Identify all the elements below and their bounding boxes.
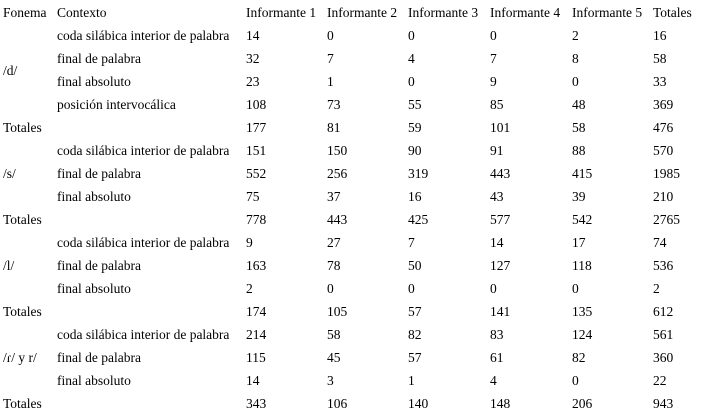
total-cell: 22 <box>653 373 667 388</box>
contexto-cell: coda silábica interior de palabra <box>57 235 230 250</box>
table-row <box>3 185 701 208</box>
value-cell: 0 <box>408 74 415 89</box>
value-cell: 61 <box>490 350 504 365</box>
header-cell-fonema: Fonema <box>3 5 47 20</box>
table-row <box>3 162 701 185</box>
totales-value: 141 <box>490 304 511 319</box>
totales-value: 577 <box>490 212 511 227</box>
table-row <box>3 346 701 369</box>
value-cell: 8 <box>572 51 579 66</box>
fonema-cell: /d/ <box>3 62 18 78</box>
phoneme-table <box>3 1 701 415</box>
value-cell: 7 <box>327 51 334 66</box>
totales-value: 101 <box>490 120 511 135</box>
header-cell-informante-3: Informante 3 <box>408 5 479 20</box>
value-cell: 82 <box>408 327 422 342</box>
contexto-cell: final absoluto <box>57 74 131 89</box>
fonema-cell: /s/ <box>3 166 16 181</box>
value-cell: 163 <box>246 258 267 273</box>
value-cell: 73 <box>327 97 341 112</box>
header-cell-informante-4: Informante 4 <box>490 5 561 20</box>
totales-label: Totales <box>3 304 42 319</box>
value-cell: 32 <box>246 51 260 66</box>
value-cell: 0 <box>490 281 497 296</box>
total-cell: 360 <box>653 350 674 365</box>
total-cell: 561 <box>653 327 674 342</box>
value-cell: 0 <box>572 373 579 388</box>
contexto-cell: posición intervocálica <box>57 97 176 112</box>
value-cell: 14 <box>490 235 504 250</box>
totales-value: 425 <box>408 212 429 227</box>
totales-value: 59 <box>408 120 422 135</box>
value-cell: 58 <box>327 327 341 342</box>
total-cell: 74 <box>653 235 667 250</box>
totales-value: 206 <box>572 396 593 411</box>
totales-grand: 476 <box>653 120 674 135</box>
value-cell: 124 <box>572 327 593 342</box>
table-row <box>3 254 701 277</box>
value-cell: 3 <box>327 373 334 388</box>
value-cell: 2 <box>572 28 579 43</box>
table-row <box>3 231 701 254</box>
totales-value: 778 <box>246 212 267 227</box>
header-cell-informante-2: Informante 2 <box>327 5 398 20</box>
value-cell: 45 <box>327 350 341 365</box>
value-cell: 0 <box>572 74 579 89</box>
fonema-cell: /l/ <box>3 258 15 273</box>
totales-grand: 2765 <box>653 212 680 227</box>
total-cell: 16 <box>653 28 667 43</box>
contexto-cell: final de palabra <box>57 51 141 66</box>
contexto-cell: final de palabra <box>57 166 141 181</box>
total-cell: 570 <box>653 143 674 158</box>
value-cell: 443 <box>490 166 511 181</box>
value-cell: 50 <box>408 258 422 273</box>
value-cell: 43 <box>490 189 504 204</box>
totales-value: 542 <box>572 212 593 227</box>
totales-grand: 612 <box>653 304 674 319</box>
header-row <box>3 1 701 24</box>
value-cell: 151 <box>246 143 267 158</box>
value-cell: 0 <box>327 28 334 43</box>
value-cell: 0 <box>327 281 334 296</box>
totales-value: 174 <box>246 304 267 319</box>
value-cell: 4 <box>408 51 415 66</box>
table-row <box>3 47 701 70</box>
value-cell: 85 <box>490 97 504 112</box>
value-cell: 0 <box>572 281 579 296</box>
value-cell: 23 <box>246 74 260 89</box>
value-cell: 256 <box>327 166 348 181</box>
value-cell: 57 <box>408 350 422 365</box>
value-cell: 1 <box>327 74 334 89</box>
table-row <box>3 323 701 346</box>
header-cell-totales: Totales <box>653 5 692 20</box>
value-cell: 108 <box>246 97 267 112</box>
totales-label: Totales <box>3 120 42 135</box>
value-cell: 0 <box>408 28 415 43</box>
contexto-cell: final absoluto <box>57 373 131 388</box>
value-cell: 75 <box>246 189 260 204</box>
contexto-cell: final de palabra <box>57 258 141 273</box>
totales-row <box>3 392 701 415</box>
value-cell: 4 <box>490 373 497 388</box>
table-row <box>3 24 701 47</box>
value-cell: 17 <box>572 235 586 250</box>
total-cell: 58 <box>653 51 667 66</box>
totales-row <box>3 300 701 323</box>
contexto-cell: final de palabra <box>57 350 141 365</box>
value-cell: 55 <box>408 97 422 112</box>
value-cell: 14 <box>246 373 260 388</box>
totales-label: Totales <box>3 212 42 227</box>
value-cell: 115 <box>246 350 266 365</box>
value-cell: 118 <box>572 258 592 273</box>
totales-value: 57 <box>408 304 422 319</box>
totales-value: 443 <box>327 212 348 227</box>
contexto-cell: final absoluto <box>57 189 131 204</box>
table-row <box>3 70 701 93</box>
fonema-cell: /ɾ/ y r/ <box>3 350 37 365</box>
value-cell: 37 <box>327 189 341 204</box>
value-cell: 0 <box>490 28 497 43</box>
totales-value: 135 <box>572 304 593 319</box>
value-cell: 7 <box>490 51 497 66</box>
value-cell: 48 <box>572 97 586 112</box>
value-cell: 415 <box>572 166 593 181</box>
value-cell: 90 <box>408 143 422 158</box>
contexto-cell: final absoluto <box>57 281 131 296</box>
value-cell: 0 <box>408 281 415 296</box>
totales-row <box>3 208 701 231</box>
totales-value: 177 <box>246 120 267 135</box>
total-cell: 33 <box>653 74 667 89</box>
totales-value: 105 <box>327 304 348 319</box>
total-cell: 369 <box>653 97 674 112</box>
value-cell: 2 <box>246 281 253 296</box>
value-cell: 88 <box>572 143 586 158</box>
table-row <box>3 277 701 300</box>
totales-value: 81 <box>327 120 341 135</box>
value-cell: 150 <box>327 143 348 158</box>
value-cell: 91 <box>490 143 504 158</box>
value-cell: 9 <box>490 74 497 89</box>
header-cell-informante-5: Informante 5 <box>572 5 643 20</box>
value-cell: 83 <box>490 327 504 342</box>
value-cell: 9 <box>246 235 253 250</box>
contexto-cell: coda silábica interior de palabra <box>57 28 230 43</box>
totales-value: 140 <box>408 396 429 411</box>
contexto-cell: coda silábica interior de palabra <box>57 327 230 342</box>
total-cell: 2 <box>653 281 660 296</box>
value-cell: 127 <box>490 258 511 273</box>
total-cell: 1985 <box>653 166 680 181</box>
totales-label: Totales <box>3 396 42 411</box>
value-cell: 39 <box>572 189 586 204</box>
table-row <box>3 139 701 162</box>
totales-value: 343 <box>246 396 267 411</box>
totales-row <box>3 116 701 139</box>
totales-grand: 943 <box>653 396 674 411</box>
value-cell: 7 <box>408 235 415 250</box>
value-cell: 214 <box>246 327 267 342</box>
value-cell: 27 <box>327 235 341 250</box>
header-cell-informante-1: Informante 1 <box>246 5 317 20</box>
totales-value: 58 <box>572 120 586 135</box>
total-cell: 536 <box>653 258 674 273</box>
table-row <box>3 93 701 116</box>
contexto-cell: coda silábica interior de palabra <box>57 143 230 158</box>
value-cell: 552 <box>246 166 267 181</box>
value-cell: 78 <box>327 258 341 273</box>
value-cell: 14 <box>246 28 260 43</box>
value-cell: 82 <box>572 350 586 365</box>
value-cell: 319 <box>408 166 429 181</box>
value-cell: 1 <box>408 373 415 388</box>
totales-value: 106 <box>327 396 348 411</box>
totales-value: 148 <box>490 396 511 411</box>
value-cell: 16 <box>408 189 422 204</box>
header-cell-contexto: Contexto <box>57 5 107 20</box>
table-row <box>3 369 701 392</box>
total-cell: 210 <box>653 189 674 204</box>
